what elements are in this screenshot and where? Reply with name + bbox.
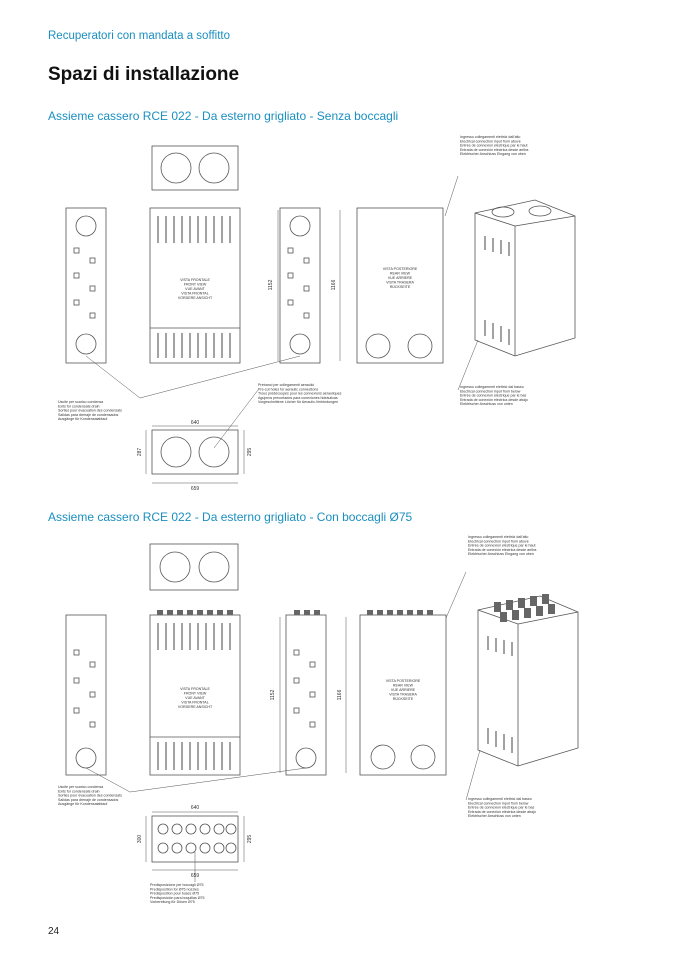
note-electrical-top: Ingresso collegamenti elettrici dall'alto Electrical connection input from above Entrée de connexion électrique par le haut Entrada de conexión eléctrica desde arriba Elektrischer Anschluss Eingang von oben [460, 135, 529, 157]
technical-drawing-with-nozzles [0, 530, 678, 915]
breadcrumb: Recuperatori con mandata a soffitto [48, 30, 230, 42]
dim-height-2: 1166 [331, 279, 337, 291]
section-title-1: Assieme cassero RCE 022 - Da esterno grigliato - Senza boccagli [48, 109, 399, 123]
front-view-label: VISTA FRONTALE FRONT VIEW VUE AVANT VISTA FRONTAL VORDERE ANSICHT [177, 278, 213, 300]
dim-depth-right: 295 [247, 834, 253, 844]
dim-height-1: 1152 [270, 689, 276, 701]
page-number: 24 [48, 926, 60, 937]
technical-drawing-without-nozzles [0, 128, 678, 498]
note-electrical-top: Ingresso collegamenti elettrici dall'alto Electrical connection input from above Entrée de connexion électrique par le haut Entrada de conexión eléctrica desde arriba Elektrischer Anschluss Eingang von oben [468, 535, 537, 557]
dim-depth-left: 287 [137, 447, 143, 457]
note-precut-holes: Pretranci per collegamenti aeraulici Pre-cut holes for aeraulic connections Trous prédécoupés pour les connexions aérauliques Agujeros precortados para conexiones hidráulicas Vorgeschnittene Löcher für Aeraulic-Verbindungen [258, 383, 342, 405]
rear-view-label: VISTA POSTERIORE REAR VIEW VUE ARRIERE VISTA TRASERA RÜCKSEITE [382, 267, 418, 289]
note-condensate: Uscite per scarico condensa Exits for condensate drain Sorties pour évacuation des condensats Salidas para drenaje de condensados Ausgänge für Kondensatablauf [58, 785, 122, 807]
note-condensate: Uscite per scarico condensa Exits for condensate drain Sorties pour évacuation des condensats Salidas para drenaje de condensados Ausgänge für Kondensatablauf [58, 400, 122, 422]
dim-width-top: 640 [190, 420, 200, 426]
dim-height-1: 1152 [268, 279, 274, 291]
rear-view-label: VISTA POSTERIORE REAR VIEW VUE ARRIERE VISTA TRASERA RÜCKSEITE [385, 679, 421, 701]
page-title: Spazi di installazione [48, 64, 240, 85]
dim-width-bottom: 659 [190, 486, 200, 492]
note-electrical-bottom: Ingresso collegamenti elettrici dal basso Electrical connection input from below Entrée de connexion électrique par le bas Entrada de conexión eléctrica desde abajo Elektrischer Anschluss von unten [460, 385, 528, 407]
dim-depth-right: 295 [247, 447, 253, 457]
dim-width-bottom: 659 [190, 873, 200, 879]
front-view-label: VISTA FRONTALE FRONT VIEW VUE AVANT VISTA FRONTAL VORDERE ANSICHT [177, 687, 213, 709]
dim-depth-left: 300 [137, 834, 143, 844]
section-title-2: Assieme cassero RCE 022 - Da esterno grigliato - Con boccagli Ø75 [48, 510, 413, 524]
note-electrical-bottom: Ingresso collegamenti elettrici dal basso Electrical connection input from below Entrée de connexion électrique par le bas Entrada de conexión eléctrica desde abajo Elektrischer Anschluss von unten [468, 797, 536, 819]
dim-height-2: 1166 [337, 689, 343, 701]
dim-width-top: 640 [190, 805, 200, 811]
note-nozzle-predisposition: Predisposizione per boccagli Ø75 Predisposition for Ø75 nozzles Prédisposition pour buses Ø75 Predisposición para boquillas Ø75 Vorbereitung für Düsen Ø75 [150, 883, 205, 905]
